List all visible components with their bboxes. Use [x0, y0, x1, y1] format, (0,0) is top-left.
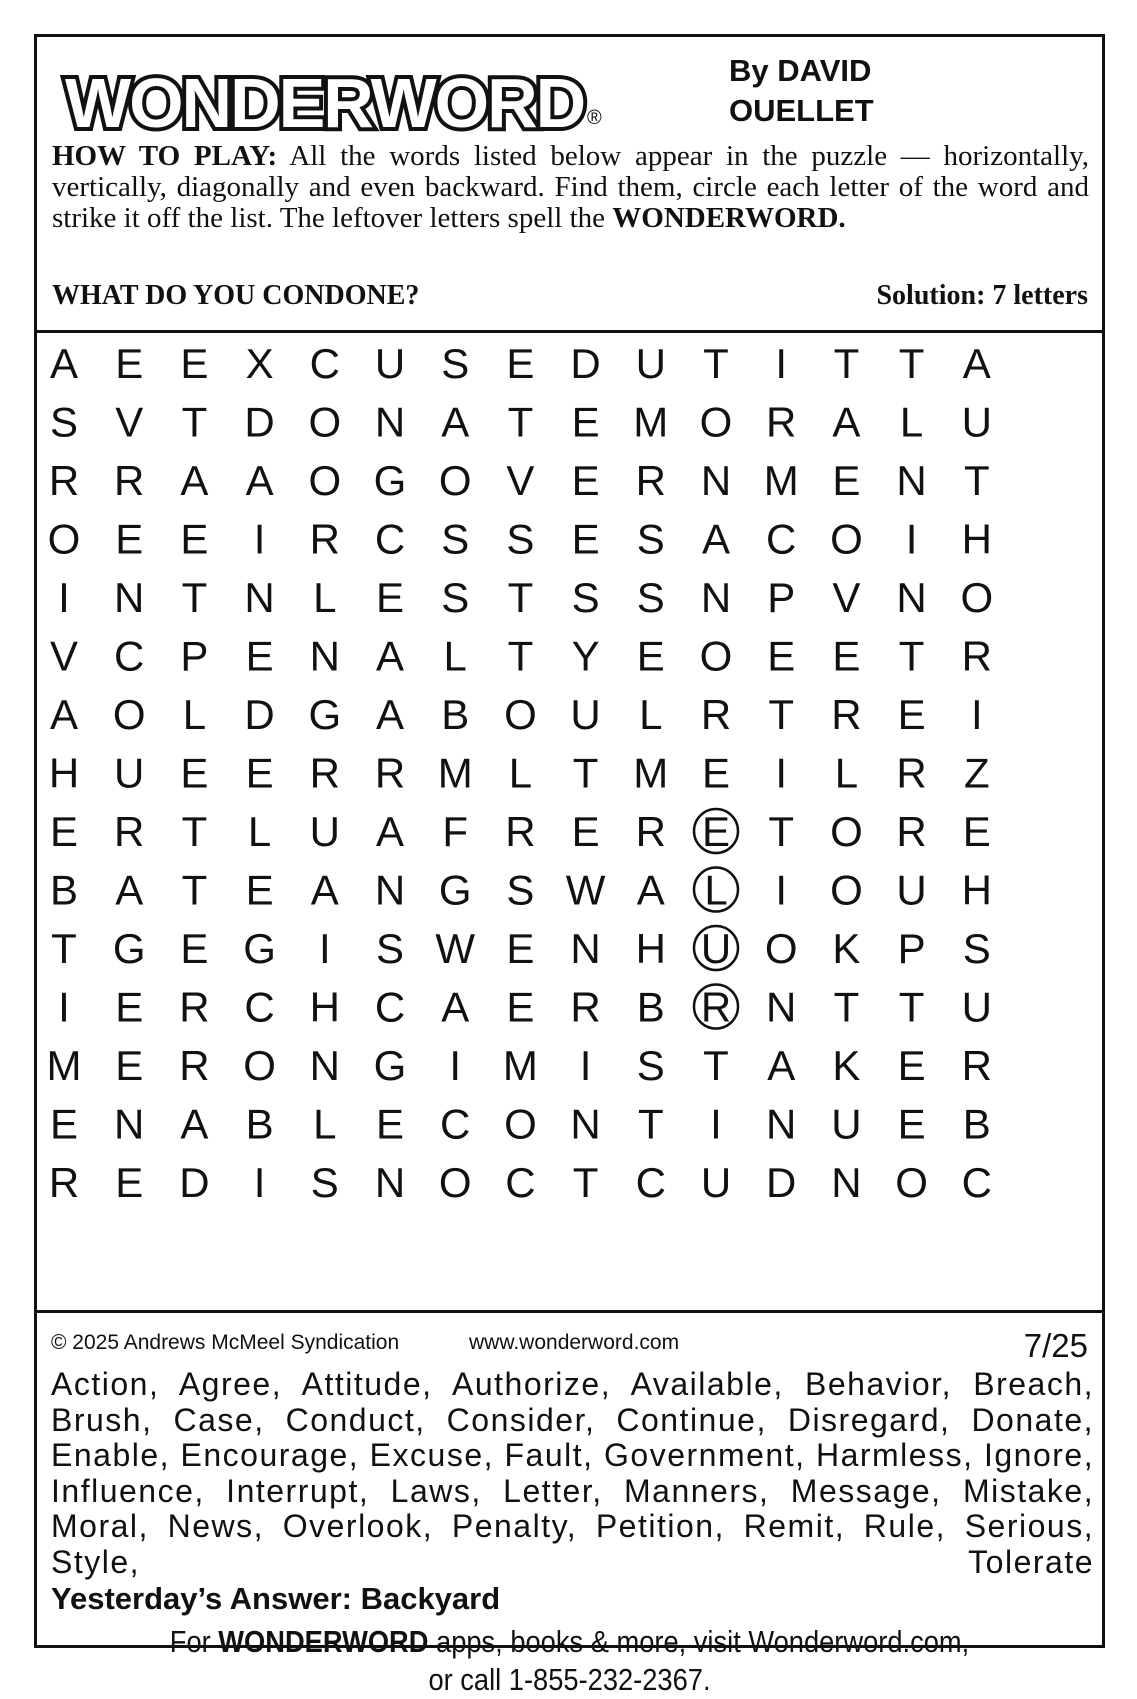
grid-letter[interactable]: A: [441, 983, 470, 1031]
grid-letter[interactable]: A: [375, 632, 405, 680]
grid-letter[interactable]: A: [49, 691, 79, 738]
grid-letter[interactable]: R: [114, 457, 145, 504]
grid-letter[interactable]: E: [571, 457, 600, 504]
grid-letter[interactable]: L: [639, 691, 663, 738]
grid-letter[interactable]: O: [112, 691, 146, 738]
grid-letter[interactable]: T: [703, 1042, 729, 1089]
grid-letter[interactable]: O: [830, 515, 863, 563]
grid-letter[interactable]: A: [375, 691, 405, 738]
word-list-item: Action,: [51, 1366, 160, 1402]
byline: [729, 51, 989, 131]
grid-letter[interactable]: I: [253, 515, 266, 563]
grid-letter[interactable]: I: [579, 1042, 592, 1089]
grid-letter[interactable]: P: [897, 925, 926, 972]
grid-letter[interactable]: N: [570, 1100, 601, 1148]
grid-letter[interactable]: N: [114, 574, 145, 621]
grid-letter[interactable]: D: [766, 1159, 797, 1206]
wonderword-logo: [59, 45, 619, 155]
grid-letter[interactable]: G: [308, 691, 342, 738]
grid-letter[interactable]: R: [48, 1159, 80, 1206]
grid-letter[interactable]: H: [48, 749, 80, 797]
grid-letter[interactable]: K: [832, 925, 861, 972]
grid-letter[interactable]: E: [962, 808, 991, 855]
word-list-item: Overlook,: [282, 1508, 434, 1544]
how-to-play-text: All the words listed below appear in the puzzle — horizontally, vertically, diagonally and even backward. Find them, circle each letter of the word and strike it off the list. The leftover letters spell the: [52, 140, 1090, 234]
word-list-item: Laws,: [390, 1472, 482, 1509]
grid-letter[interactable]: R: [374, 749, 406, 797]
grid-letter[interactable]: N: [896, 457, 927, 504]
grid-letter[interactable]: K: [832, 1042, 861, 1089]
grid-letter[interactable]: I: [775, 749, 788, 797]
grid-letter[interactable]: C: [961, 1159, 992, 1206]
grid-letter[interactable]: C: [114, 632, 145, 680]
grid-letter[interactable]: R: [961, 1042, 992, 1089]
solution-length: Solution: 7 letters: [876, 280, 1088, 311]
grid-letter[interactable]: O: [308, 457, 342, 504]
grid-letter[interactable]: E: [245, 632, 274, 680]
grid-letter[interactable]: P: [180, 632, 209, 680]
word-list-item: Available,: [630, 1366, 784, 1402]
grid-letter[interactable]: E: [115, 1159, 144, 1206]
grid-letter[interactable]: T: [572, 749, 599, 797]
grid-letter[interactable]: G: [112, 925, 146, 972]
promo-line-2: or call 1-855-232-2367.: [428, 1662, 711, 1697]
word-list-item: Agree,: [178, 1366, 283, 1402]
grid-letter[interactable]: B: [636, 983, 665, 1031]
word-list-item: Fault,: [504, 1437, 594, 1473]
grid-letter[interactable]: C: [766, 515, 797, 563]
grid-letter[interactable]: O: [764, 925, 798, 972]
word-list-item: Style,: [51, 1543, 141, 1580]
grid-letter[interactable]: R: [114, 808, 145, 855]
grid-letter[interactable]: U: [700, 925, 732, 972]
grid-letter[interactable]: I: [58, 983, 70, 1031]
word-list-item: Serious,: [964, 1508, 1095, 1544]
yesterday-answer: Yesterday’s Answer: Backyard: [51, 1581, 501, 1616]
grid-letter[interactable]: L: [704, 866, 728, 914]
grid-letter[interactable]: B: [49, 866, 79, 914]
grid-letter[interactable]: W: [565, 866, 606, 914]
grid-letter[interactable]: U: [570, 691, 601, 738]
grid-letter[interactable]: F: [442, 808, 469, 855]
grid-letter[interactable]: N: [244, 574, 275, 621]
grid-letter[interactable]: O: [830, 866, 863, 914]
grid-letter[interactable]: S: [441, 340, 470, 387]
word-list-item: Donate,: [971, 1401, 1095, 1438]
grid-letter[interactable]: T: [181, 808, 208, 855]
promo-brand: WONDERWORD: [218, 1624, 429, 1659]
grid-letter[interactable]: C: [440, 1100, 471, 1148]
grid-letter[interactable]: T: [768, 691, 795, 738]
grid-letter[interactable]: O: [47, 515, 81, 563]
grid-letter[interactable]: A: [310, 866, 339, 914]
grid-letter[interactable]: R: [700, 691, 732, 738]
copyright: © 2025 Andrews McMeel Syndication: [51, 1331, 400, 1354]
grid-letter[interactable]: Z: [963, 749, 990, 797]
grid-letter[interactable]: G: [243, 925, 276, 972]
grid-letter[interactable]: R: [831, 691, 862, 738]
puzzle-header: [37, 37, 1102, 333]
grid-letter[interactable]: A: [49, 340, 79, 387]
grid-letter[interactable]: D: [570, 340, 601, 387]
grid-letter[interactable]: E: [245, 866, 274, 914]
grid-letter[interactable]: E: [897, 1100, 926, 1148]
grid-letter[interactable]: S: [571, 574, 600, 621]
grid-letter[interactable]: T: [703, 340, 729, 387]
word-list-item: Brush,: [51, 1401, 153, 1438]
word-list-item: Penalty,: [451, 1508, 578, 1544]
grid-letter[interactable]: N: [896, 574, 927, 621]
grid-letter[interactable]: E: [767, 632, 796, 680]
puzzle-date: 7/25: [1023, 1327, 1088, 1364]
grid-letter[interactable]: A: [375, 808, 405, 855]
word-list-item: Moral,: [51, 1508, 149, 1544]
grid-letter[interactable]: N: [374, 398, 406, 446]
word-list-item: Case,: [173, 1401, 265, 1438]
grid-letter[interactable]: R: [505, 808, 536, 855]
grid-letter[interactable]: U: [635, 340, 666, 387]
grid-letter[interactable]: M: [502, 1042, 538, 1089]
grid-letter[interactable]: I: [318, 925, 331, 972]
grid-letter[interactable]: A: [245, 457, 274, 504]
grid-letter[interactable]: R: [700, 983, 732, 1031]
grid-letter[interactable]: U: [961, 398, 992, 446]
grid-letter[interactable]: I: [905, 515, 918, 563]
grid-letter[interactable]: R: [896, 749, 927, 797]
word-list-item: Authorize,: [452, 1366, 612, 1402]
grid-letter[interactable]: T: [963, 457, 990, 504]
grid-letter[interactable]: E: [115, 1042, 144, 1089]
grid-letter[interactable]: T: [181, 866, 208, 914]
grid-letter[interactable]: S: [636, 515, 665, 563]
grid-letter[interactable]: E: [897, 1042, 926, 1089]
grid-letter[interactable]: M: [633, 398, 669, 446]
grid-letter[interactable]: M: [437, 749, 473, 797]
grid-letter[interactable]: T: [572, 1159, 599, 1206]
grid-letter[interactable]: A: [441, 398, 470, 446]
word-list-item: Excuse,: [369, 1437, 494, 1473]
grid-letter[interactable]: V: [49, 632, 79, 680]
grid-letter[interactable]: C: [374, 983, 406, 1031]
grid-letter[interactable]: E: [375, 574, 405, 621]
grid-letter[interactable]: E: [49, 1100, 79, 1148]
word-list-item: Breach,: [973, 1366, 1094, 1402]
word-list-item: Continue,: [616, 1401, 767, 1438]
grid-letter[interactable]: A: [180, 1100, 209, 1148]
word-list-item: Disregard,: [787, 1401, 951, 1438]
grid-letter[interactable]: R: [48, 457, 80, 504]
grid-letter[interactable]: R: [961, 632, 992, 680]
word-list-item: Manners,: [624, 1472, 770, 1509]
word-list-item: Interrupt,: [226, 1472, 370, 1509]
grid-letter[interactable]: E: [115, 983, 144, 1031]
grid-letter[interactable]: H: [961, 515, 992, 563]
promo-rest: apps, books & more, visit Wonderword.com,: [428, 1624, 970, 1659]
word-list-item: News,: [167, 1508, 265, 1544]
grid-letter[interactable]: S: [636, 574, 665, 621]
grid-letter[interactable]: E: [180, 925, 209, 972]
grid-letter[interactable]: E: [701, 808, 731, 855]
word-list-item: Message,: [790, 1472, 942, 1509]
grid-letter[interactable]: E: [897, 691, 926, 738]
grid-letter[interactable]: R: [896, 808, 927, 855]
word-list-item: Letter,: [503, 1472, 603, 1509]
grid-letter[interactable]: X: [245, 340, 274, 387]
grid-letter[interactable]: N: [700, 457, 732, 504]
grid-letter[interactable]: E: [180, 515, 209, 563]
grid-letter[interactable]: B: [441, 691, 470, 738]
grid-letter[interactable]: S: [962, 925, 991, 972]
grid-letter[interactable]: I: [970, 691, 983, 738]
grid-letter[interactable]: E: [115, 340, 144, 387]
grid-letter[interactable]: E: [636, 632, 665, 680]
grid-letter[interactable]: U: [961, 983, 992, 1031]
grid-letter[interactable]: T: [51, 925, 77, 972]
grid-letter[interactable]: D: [179, 1159, 210, 1206]
website-link[interactable]: www.wonderword.com: [469, 1331, 680, 1354]
word-list-item: Rule,: [863, 1508, 946, 1544]
grid-letter[interactable]: L: [834, 749, 859, 797]
grid-letter[interactable]: R: [179, 1042, 210, 1089]
grid-letter[interactable]: U: [700, 1159, 732, 1206]
grid-letter[interactable]: O: [830, 808, 863, 855]
word-list-item: Ignore,: [983, 1437, 1095, 1473]
grid-letter[interactable]: R: [635, 808, 666, 855]
word-list-item: Tolerate: [968, 1543, 1094, 1580]
grid-letter[interactable]: N: [374, 866, 406, 914]
grid-letter[interactable]: T: [898, 632, 925, 680]
byline-line-1: By DAVID: [729, 53, 872, 88]
word-list-item: Government,: [604, 1437, 806, 1473]
grid-letter[interactable]: N: [570, 925, 601, 972]
grid-letter[interactable]: B: [962, 1100, 991, 1148]
grid-letter[interactable]: G: [373, 457, 407, 504]
grid-letter[interactable]: O: [504, 691, 537, 738]
grid-letter[interactable]: O: [438, 1159, 472, 1206]
grid-letter[interactable]: A: [767, 1042, 796, 1089]
grid-letter[interactable]: I: [775, 866, 788, 914]
grid-letter[interactable]: T: [181, 574, 208, 621]
grid-letter[interactable]: S: [506, 866, 535, 914]
word-list: [51, 1367, 1094, 1580]
grid-letter[interactable]: T: [833, 983, 860, 1031]
grid-letter[interactable]: C: [635, 1159, 666, 1206]
grid-letter[interactable]: T: [507, 398, 534, 446]
word-list-item: Conduct,: [285, 1401, 426, 1438]
grid-letter[interactable]: V: [506, 457, 535, 504]
grid-letter[interactable]: S: [441, 515, 470, 563]
grid-letter[interactable]: M: [46, 1042, 82, 1089]
grid-letter[interactable]: R: [570, 983, 601, 1031]
puzzle-question: WHAT DO YOU CONDONE?: [52, 280, 420, 311]
byline-line-2: OUELLET: [729, 93, 874, 128]
word-list-item: Behavior,: [805, 1366, 952, 1402]
grid-letter[interactable]: R: [309, 515, 340, 563]
grid-letter[interactable]: R: [309, 749, 340, 797]
word-list-item: Mistake,: [962, 1472, 1095, 1509]
grid-letter[interactable]: L: [508, 749, 533, 797]
grid-letter[interactable]: A: [636, 866, 665, 914]
promo-line-1: [101, 1623, 1038, 1661]
word-list-item: Attitude,: [301, 1366, 433, 1402]
grid-letter[interactable]: A: [115, 866, 144, 914]
grid-letter[interactable]: N: [700, 574, 732, 621]
grid-letter[interactable]: E: [506, 925, 535, 972]
grid-letter[interactable]: N: [766, 983, 797, 1031]
grid-letter[interactable]: C: [309, 340, 340, 387]
grid-letter[interactable]: A: [962, 340, 991, 387]
grid-letter[interactable]: L: [182, 691, 207, 738]
grid-letter[interactable]: A: [701, 515, 731, 563]
grid-letter[interactable]: E: [571, 398, 600, 446]
grid-letter[interactable]: U: [374, 340, 406, 387]
grid-letter[interactable]: L: [313, 1100, 337, 1148]
grid-letter[interactable]: O: [699, 632, 733, 680]
logo-text: WONDERWORD: [65, 64, 585, 142]
grid-letter[interactable]: L: [899, 398, 924, 446]
grid-letter[interactable]: T: [507, 574, 534, 621]
grid-letter[interactable]: E: [832, 632, 861, 680]
grid-letter[interactable]: S: [636, 1042, 665, 1089]
grid-letter[interactable]: I: [775, 340, 788, 387]
grid-letter[interactable]: L: [443, 632, 467, 680]
grid-letter[interactable]: E: [115, 515, 144, 563]
grid-letter[interactable]: E: [375, 1100, 405, 1148]
grid-letter[interactable]: V: [115, 398, 144, 446]
grid-letter[interactable]: R: [635, 457, 666, 504]
grid-letter[interactable]: S: [310, 1159, 339, 1206]
grid-letter[interactable]: E: [180, 749, 209, 797]
grid-letter[interactable]: U: [114, 749, 145, 797]
grid-letter[interactable]: M: [633, 749, 669, 797]
grid-letter[interactable]: O: [699, 398, 733, 446]
grid-letter[interactable]: H: [309, 983, 340, 1031]
grid-letter[interactable]: A: [180, 457, 209, 504]
word-list-item: Harmless,: [815, 1437, 974, 1473]
grid-letter[interactable]: R: [766, 398, 797, 446]
grid-letter[interactable]: E: [506, 983, 535, 1031]
grid-letter[interactable]: P: [767, 574, 796, 621]
grid-letter[interactable]: T: [637, 1100, 664, 1148]
word-list-item: Encourage,: [180, 1437, 360, 1473]
grid-letter[interactable]: I: [449, 1042, 462, 1089]
grid-letter[interactable]: O: [308, 398, 342, 446]
grid-letter[interactable]: O: [960, 574, 994, 621]
grid-letter[interactable]: E: [180, 340, 209, 387]
grid-letter[interactable]: Y: [571, 632, 600, 680]
grid-letter[interactable]: I: [710, 1100, 722, 1148]
grid-letter[interactable]: O: [895, 1159, 928, 1206]
promo: [101, 1623, 1038, 1699]
grid-letter[interactable]: S: [49, 398, 79, 446]
grid-letter[interactable]: V: [832, 574, 861, 621]
grid-letter[interactable]: I: [58, 574, 70, 621]
letter-grid-svg: [37, 333, 1102, 1310]
grid-letter[interactable]: T: [898, 340, 925, 387]
grid-letter[interactable]: S: [506, 515, 535, 563]
grid-letter[interactable]: N: [374, 1159, 406, 1206]
word-list-item: Consider,: [446, 1401, 596, 1438]
grid-letter[interactable]: B: [245, 1100, 274, 1148]
word-list-item: Influence,: [51, 1472, 205, 1509]
letter-grid: [37, 333, 1102, 1313]
grid-letter[interactable]: A: [832, 398, 861, 446]
grid-letter[interactable]: E: [49, 808, 79, 855]
grid-letter[interactable]: S: [441, 574, 470, 621]
grid-letter[interactable]: U: [309, 808, 340, 855]
grid-letter[interactable]: E: [701, 749, 731, 797]
grid-letter[interactable]: C: [505, 1159, 536, 1206]
grid-letter[interactable]: N: [114, 1100, 145, 1148]
grid-letter[interactable]: M: [763, 457, 799, 504]
grid-letter[interactable]: E: [245, 749, 274, 797]
grid-letter[interactable]: T: [768, 808, 795, 855]
grid-letter[interactable]: S: [375, 925, 405, 972]
grid-letter[interactable]: T: [833, 340, 860, 387]
grid-letter[interactable]: D: [244, 398, 275, 446]
grid-letter[interactable]: N: [309, 1042, 340, 1089]
word-list-item: Petition,: [595, 1508, 725, 1544]
promo-prefix: For: [169, 1624, 219, 1659]
grid-letter[interactable]: G: [438, 866, 472, 914]
grid-letter[interactable]: E: [571, 515, 600, 563]
grid-letter[interactable]: H: [635, 925, 666, 972]
grid-letter[interactable]: T: [507, 632, 534, 680]
grid-letter[interactable]: N: [831, 1159, 862, 1206]
word-list-item: Enable,: [51, 1437, 171, 1473]
grid-letter[interactable]: R: [179, 983, 210, 1031]
registered-mark: ®: [587, 107, 602, 129]
how-to-play: [52, 141, 1089, 234]
grid-letter[interactable]: C: [374, 515, 406, 563]
grid-letter[interactable]: O: [438, 457, 472, 504]
grid-letter[interactable]: T: [898, 983, 925, 1031]
grid-letter[interactable]: H: [961, 866, 992, 914]
grid-letter[interactable]: G: [373, 1042, 407, 1089]
grid-letter[interactable]: U: [896, 866, 927, 914]
grid-letter[interactable]: E: [571, 808, 600, 855]
grid-letter[interactable]: W: [435, 925, 476, 972]
grid-letter[interactable]: N: [309, 632, 340, 680]
how-to-play-label: HOW TO PLAY:: [52, 140, 278, 172]
grid-letter[interactable]: O: [243, 1042, 276, 1089]
grid-letter[interactable]: E: [832, 457, 861, 504]
grid-letter[interactable]: L: [247, 808, 272, 855]
grid-letter[interactable]: U: [831, 1100, 862, 1148]
grid-letter[interactable]: N: [766, 1100, 797, 1148]
puzzle-frame: [34, 34, 1105, 1697]
word-list-item: Remit,: [743, 1508, 846, 1544]
grid-letter[interactable]: T: [181, 398, 208, 446]
grid-letter[interactable]: L: [313, 574, 337, 621]
how-to-play-end: WONDERWORD.: [612, 202, 846, 234]
grid-letter[interactable]: I: [253, 1159, 266, 1206]
grid-letter[interactable]: O: [504, 1100, 537, 1148]
grid-letter[interactable]: E: [506, 340, 535, 387]
grid-letter[interactable]: D: [244, 691, 275, 738]
grid-letter[interactable]: C: [244, 983, 275, 1031]
